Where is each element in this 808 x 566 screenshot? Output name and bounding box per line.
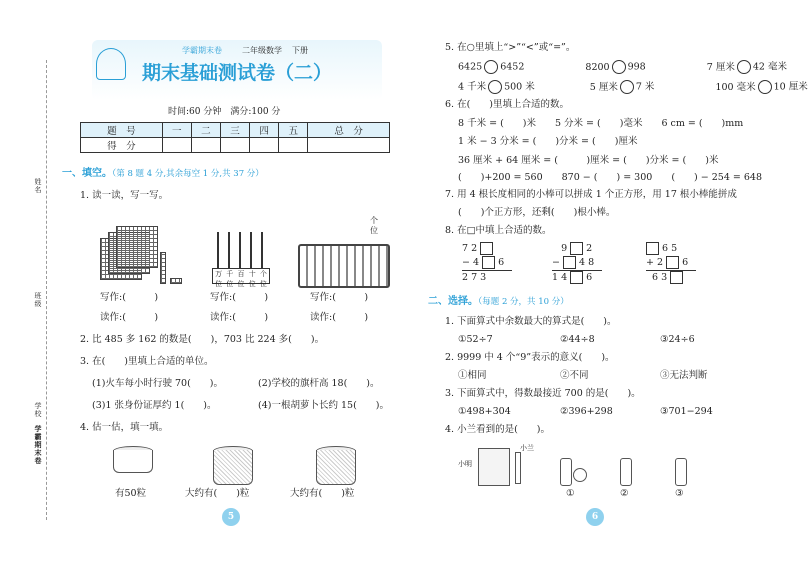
compare-circle[interactable] — [620, 80, 634, 94]
s2-q2: 2. 9999 中 4 个“9”表示的意义( )。 — [445, 352, 615, 363]
section2-heading — [428, 296, 569, 308]
cell: 四 — [250, 123, 279, 138]
write-2: 写作:( ) — [210, 292, 269, 303]
counter-label: 万位 — [215, 270, 223, 288]
school-label: 学校 — [34, 402, 42, 418]
bottle-icon — [620, 458, 632, 486]
page-title: 期末基础测试卷（二） — [142, 62, 333, 84]
cell — [162, 138, 191, 153]
abacus — [298, 244, 390, 288]
q6a: 8 千米 = ( )米 5 分米 = ( )毫米 6 cm = ( )mm — [458, 118, 744, 129]
name-label: 姓名 — [34, 178, 42, 194]
volume: 下册 — [292, 46, 308, 55]
scene-illustration — [478, 448, 510, 486]
s2-q1-opt: ②44÷8 — [560, 334, 595, 345]
counter-label: 百位 — [237, 270, 245, 288]
compare-circle[interactable] — [758, 80, 772, 94]
cup2-label: 大约有( )粒 — [185, 488, 250, 499]
q3a: (1)火车每小时行驶 70( )。 — [92, 378, 223, 389]
vertical-sum-3: 6 5 + 2 6 6 3 — [646, 242, 706, 285]
page-number-left: 5 — [222, 508, 240, 526]
q6b: 1 米 − 3 分米 = ( )分米 = ( )厘米 — [458, 136, 638, 147]
digit-box[interactable] — [563, 256, 576, 269]
cup-icon — [316, 450, 356, 485]
cell — [308, 138, 390, 153]
s2-q1-opt: ③24÷6 — [660, 334, 695, 345]
bottle-icon — [560, 458, 572, 486]
digit-box[interactable] — [646, 242, 659, 255]
counter-label: 个位 — [259, 270, 267, 288]
score-table — [80, 122, 390, 153]
class-label: 班级 — [34, 292, 42, 308]
compare-row2: 4 千米 500 米 5 厘米 7 米 100 毫米 10 厘米 — [458, 81, 808, 93]
ones-cubes — [170, 278, 182, 284]
abacus-counter — [212, 232, 270, 288]
s2-q3: 3. 下面算式中，得数最接近 700 的是( )。 — [445, 388, 641, 399]
cell: 得 分 — [81, 138, 163, 153]
cup3-label: 大约有( )粒 — [290, 488, 355, 499]
write-1: 写作:( ) — [100, 292, 159, 303]
hundreds-blocks — [116, 226, 158, 268]
series: 二年级数学 — [242, 46, 282, 55]
digit-box[interactable] — [480, 242, 493, 255]
q5: 5. 在○里填上“>”“<”或“=”。 — [445, 42, 576, 53]
section1-title: 一、填空。 — [62, 168, 112, 179]
q7a: 7. 用 4 根长度相同的小棒可以拼成 1 个正方形，用 17 根小棒能拼成 — [445, 189, 737, 200]
q7b: ( )个正方形，还剩( )根小棒。 — [458, 207, 616, 218]
s2-q3-opt: ②396+298 — [560, 406, 613, 417]
cup1-label: 有50粒 — [115, 488, 147, 499]
s2-q4: 4. 小兰看到的是( )。 — [445, 424, 550, 435]
q6c: 36 厘米 + 64 厘米 = ( )厘米 = ( )分米 = ( )米 — [458, 155, 719, 166]
q6d: ( )+200 = 560 870 − ( ) = 300 ( ) − 254 = 648 — [458, 172, 762, 183]
cup-icon — [113, 450, 153, 473]
vertical-sum-1: 7 2 − 4 6 2 7 3 — [462, 242, 522, 285]
cell: 五 — [279, 123, 308, 138]
person-icon — [573, 468, 587, 482]
boy-label: 小明 — [458, 460, 472, 468]
s2-q2-opt: ③无法判断 — [660, 370, 708, 381]
cell — [250, 138, 279, 153]
bottle-icon — [675, 458, 687, 486]
read-3: 读作:( ) — [310, 312, 369, 323]
s2-q3-opt: ③701−294 — [660, 406, 713, 417]
brand-vertical: 学霸期末卷 — [34, 425, 42, 465]
section1-note: （第 8 题 4 分,其余每空 1 分,共 37 分） — [112, 169, 264, 179]
cell: 二 — [191, 123, 220, 138]
option-2[interactable]: ② — [620, 488, 629, 499]
section2-title: 二、选择。 — [428, 296, 478, 307]
cell: 总 分 — [308, 123, 390, 138]
read-2: 读作:( ) — [210, 312, 269, 323]
page-number-right: 6 — [586, 508, 604, 526]
binding-line — [46, 60, 47, 520]
option-1[interactable]: ① — [566, 488, 575, 499]
bottle-icon — [515, 452, 521, 484]
compare-row1: 6425 6452 8200 998 7 厘米 42 毫米 — [458, 61, 787, 73]
cell: 三 — [220, 123, 249, 138]
ones-label: 个位 — [370, 216, 378, 235]
compare-circle[interactable] — [612, 60, 626, 74]
badge: 学霸期末卷 — [182, 46, 222, 55]
q1: 1. 读一读，写一写。 — [80, 190, 169, 201]
s2-q3-opt: ①498+304 — [458, 406, 511, 417]
digit-box[interactable] — [666, 256, 679, 269]
header-banner — [92, 40, 382, 100]
s2-q2-opt: ②不同 — [560, 370, 589, 381]
cup-icon — [213, 450, 253, 485]
tens-rod — [160, 252, 166, 284]
q8: 8. 在□中填上合适的数。 — [445, 225, 552, 236]
section1-heading — [62, 168, 264, 180]
q6: 6. 在( )里填上合适的数。 — [445, 99, 569, 110]
option-3[interactable]: ③ — [675, 488, 684, 499]
s2-q2-opt: ①相同 — [458, 370, 487, 381]
digit-box[interactable] — [670, 271, 683, 284]
compare-circle[interactable] — [737, 60, 751, 74]
compare-circle[interactable] — [484, 60, 498, 74]
counter-label: 千位 — [226, 270, 234, 288]
girl-label: 小兰 — [520, 444, 534, 452]
q3c: (3)1 张身份证厚约 1( )。 — [92, 400, 217, 411]
digit-box[interactable] — [482, 256, 495, 269]
q4: 4. 估一估，填一填。 — [80, 422, 169, 433]
s2-q1: 1. 下面算式中余数最大的算式是( )。 — [445, 316, 617, 327]
digit-box[interactable] — [570, 242, 583, 255]
cell — [191, 138, 220, 153]
cell: 一 — [162, 123, 191, 138]
q3: 3. 在( )里填上合适的单位。 — [80, 356, 214, 367]
digit-box[interactable] — [570, 271, 583, 284]
cell — [279, 138, 308, 153]
read-1: 读作:( ) — [100, 312, 159, 323]
write-3: 写作:( ) — [310, 292, 369, 303]
q3b: (2)学校的旗杆高 18( )。 — [258, 378, 380, 389]
cell — [220, 138, 249, 153]
time-info: 时间:60 分钟 满分:100 分 — [168, 107, 281, 117]
counter-label: 十位 — [248, 270, 256, 288]
q3d: (4)一根胡萝卜长约 15( )。 — [258, 400, 389, 411]
q2: 2. 比 485 多 162 的数是( )，703 比 224 多( )。 — [80, 334, 325, 345]
section2-note: （每题 2 分，共 10 分） — [478, 297, 569, 307]
mascot-icon — [96, 48, 126, 80]
compare-circle[interactable] — [488, 80, 502, 94]
cell: 题 号 — [81, 123, 163, 138]
vertical-sum-2: 9 2 − 4 8 1 4 6 — [552, 242, 612, 285]
s2-q1-opt: ①52÷7 — [458, 334, 493, 345]
